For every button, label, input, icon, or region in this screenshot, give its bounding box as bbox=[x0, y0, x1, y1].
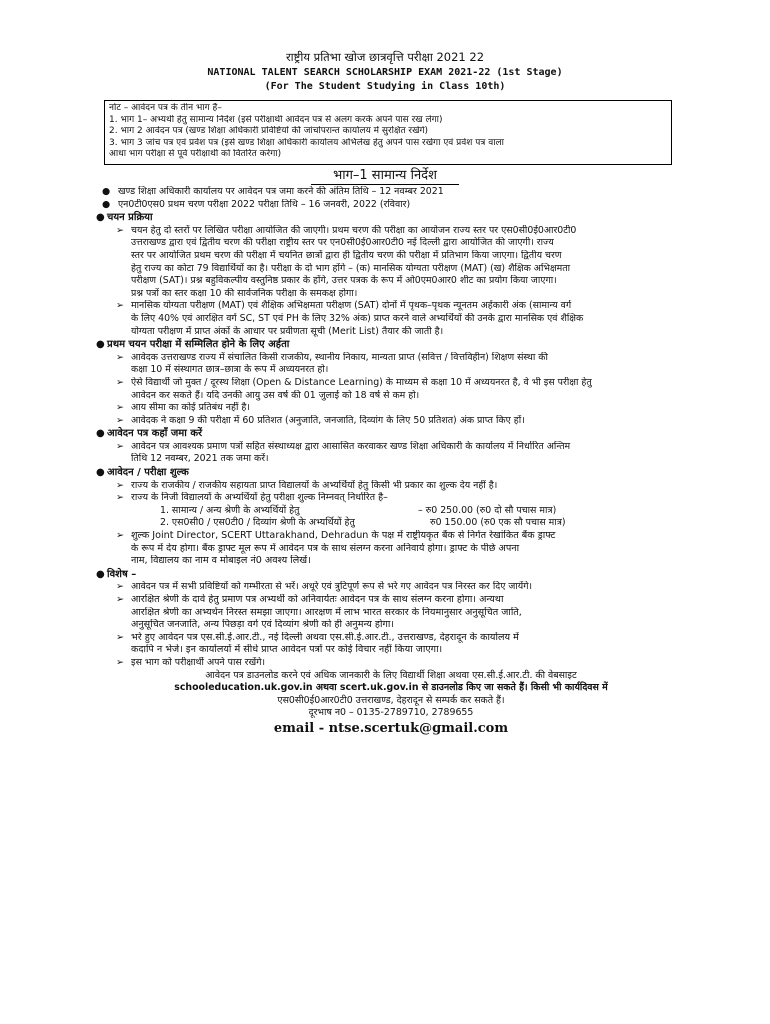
arrow-icon: ➢ bbox=[116, 530, 125, 542]
note-line: आधा भाग परीक्षा से पूर्व परीक्षार्थी को वितरित करेगा) bbox=[109, 149, 282, 159]
fee-row-general: 1. सामान्य / अन्य श्रेणी के अभ्यर्थियों हेतु – रु0 250.00 (रु0 दो सौ पचास मात्र) bbox=[160, 504, 557, 516]
where-item: ➢ आवेदन पत्र आवश्यक प्रमाण पत्रों सहित संस्थाध्यक्ष द्वारा आसासित करवाकर खण्ड शिक्षा अधिकारी के कार्यालय में निर्धारित अन्तिम bbox=[116, 440, 571, 452]
arrow-icon: ➢ bbox=[116, 492, 124, 504]
section-title: भाग–1 सामान्य निर्देश bbox=[311, 168, 459, 185]
bullet-icon: ● bbox=[96, 339, 105, 351]
selection-para-1: ➢ चयन हेतु दो स्तरों पर लिखित परीक्षा आयोजित की जाएगी। प्रथम चरण की परीक्षा का आयोजन राज्य स्तर पर एस0सी0ई0आर0टी0 bbox=[116, 224, 577, 236]
fee-item: ➢ राज्य के निजी विद्यालयों के अभ्यर्थियों हेतु परीक्षा शुल्क निम्नवत् निर्धारित है– bbox=[116, 492, 388, 504]
eligibility-item: ➢ ऐसे विद्यार्थी जो मुक्त / दूरस्थ शिक्षा (Open & Distance Learning) के माध्यम से कक्षा 10 में अध्ययनरत है, वे भी इस परीक्षा हेतु bbox=[116, 376, 592, 388]
footer-email: email - ntse.scertuk@gmail.com bbox=[273, 720, 509, 736]
arrow-icon: ➢ bbox=[116, 440, 124, 452]
arrow-icon: ➢ bbox=[116, 351, 124, 363]
footer-phone: दूरभाष न0 – 0135-2789710, 2789655 bbox=[308, 707, 474, 719]
special-item: ➢ इस भाग को परीक्षार्थी अपने पास रखेंगे। bbox=[116, 656, 266, 668]
bullet-icon: ● bbox=[96, 568, 105, 580]
arrow-icon: ➢ bbox=[116, 300, 124, 312]
arrow-icon: ➢ bbox=[116, 414, 124, 426]
heading-eligibility: ● प्रथम चयन परीक्षा में सम्मिलित होने के लिए अर्हता bbox=[96, 339, 290, 351]
subtitle: (For The Student Studying in Class 10th) bbox=[264, 81, 506, 92]
heading-where: ● आवेदन पत्र कहाँ जमा करें bbox=[96, 428, 203, 440]
bullet-icon: ● bbox=[96, 467, 105, 479]
bullet-icon: ● bbox=[96, 212, 105, 224]
date-item: ● एन0टी0एस0 प्रथम चरण परीक्षा 2022 परीक्षा तिथि – 16 जनवरी, 2022 (रविवार) bbox=[102, 198, 411, 210]
footer-line: आवेदन पत्र डाउनलोड करने एवं अधिक जानकारी के लिए विद्यार्थी शिक्षा अथवा एस.सी.ई.आर.टी. की वेबसाइट bbox=[205, 669, 577, 681]
footer-websites: schooleducation.uk.gov.in अथवा scert.uk.gov.in से डाउनलोड किए जा सकते हैं। किसी भी कार्यदिवस में bbox=[174, 682, 608, 694]
fee-draft-item: ➢ शुल्क Joint Director, SCERT Uttarakhand, Dehradun के पक्ष में राष्ट्रीयकृत बैंक से निर्गत रेखांकित बैंक ड्राफ्ट bbox=[116, 530, 556, 542]
arrow-icon: ➢ bbox=[116, 631, 125, 643]
heading-selection: ● चयन प्रक्रिया bbox=[96, 212, 153, 224]
fee-item: ➢ राज्य के राजकीय / राजकीय सहायता प्राप्त विद्यालयों के अभ्यर्थियों हेतु किसी भी प्रकार का शुल्क देय नहीं है। bbox=[116, 479, 498, 491]
title-english: NATIONAL TALENT SEARCH SCHOLARSHIP EXAM 2021-22 (1st Stage) bbox=[207, 67, 563, 78]
note-line: नोट – आवेदन पत्र के तीन भाग हैं– bbox=[109, 103, 222, 113]
arrow-icon: ➢ bbox=[116, 402, 124, 414]
instructions-body: ● खण्ड शिक्षा अधिकारी कार्यालय पर आवेदन पत्र जमा करने की अंतिम तिथि – 12 नवम्बर 2021 ● एन0टी0एस0 प्रथम चरण परीक्षा 2022 परीक्षा तिथि – 16 जनवरी, 2022 (रविवार) ● चयन प्रक्रिया ➢ चयन हेतु दो स्तरों पर लिखित परीक्षा आयोजित की जाएगी। प्रथम चरण की परीक्षा का आयोजन राज्य स्तर पर एस0सी0ई0आर0टी0 उत्तराखण्ड द्वारा एवं द्वितीय चरण की परीक्षा राष्ट्रीय स्तर पर एन0सी0ई0आर0टी0 नई दिल्ली द्वारा आयोजित की जाएगी। राज्य स्तर पर आयोजित प्रथम चरण की परीक्षा में चयनित छात्रों द्वारा ही द्वितीय चरण की परीक्षा में प्रतिभाग किया जाएगा। द्वितीय चरण हेतु राज्य का कोटा 79 विद्यार्थियों का है। परीक्षा के दो भाग होंगे – (क) मानसिक योग्यता परीक्षण (MAT) (ख) शैक्षिक अभिक्षमता परीक्षण (SAT)। प्रश्न बहुविकल्पीय वस्तुनिष्ठ प्रकार के होंगे, उत्तर पत्रक के रूप में ओ0एम0आर0 शीट का प्रयोग किया जाएगा। प्रश्न पत्रों का स्तर कक्षा 10 की सार्वजनिक परीक्षा के समकक्ष होगा। ➢ मानसिक योग्यता परीक्षण (MAT) एवं शैक्षिक अभिक्षमता परीक्षण (SAT) दोनों में पृथक–पृथक न्यूनतम अर्हकारी अंक (सामान्य वर्ग के लिए 40% एवं आरक्षित वर्ग SC, ST एवं PH के लिए 32% अंक) प्राप्त करने वाले अभ्यर्थियों की उनके द्वारा मानसिक एवं शैक्षिक योग्यता परीक्षण में प्राप्त अंकों के आधार पर प्रवीणता सूची (Merit List) तैयार की जाती है। ● प्रथम चयन परीक्षा में सम्मिलित होने के लिए अर्हता ➢ आवेदक उत्तराखण्ड राज्य में संचालित किसी राजकीय, स्थानीय निकाय, मान्यता प्राप्त (सवित्त / वित्तविहीन) शिक्षण संस्था की कक्षा 10 में संस्थागत छात्र–छात्रा के रूप में अध्ययनरत हो। ➢ ऐसे विद्यार्थी जो मुक्त / दूरस्थ शिक्षा (Open & Distance Learning) के माध्यम से कक्षा 10 में अध्ययनरत है, वे भी इस परीक्षा हेतु आवेदन कर सकते हैं। यदि उनकी आयु उस वर्ष की 01 जुलाई को 18 वर्ष से कम हो। ➢ आय सीमा का कोई प्रतिबंध नहीं है। ➢ आवेदक ने कक्षा 9 की परीक्षा में 60 प्रतिशत (अनुजाति, जनजाति, दिव्यांग के लिए 50 प्रतिशत) अंक प्राप्त किए हों। ● आवेदन पत्र कहाँ जमा करें ➢ आवेदन पत्र आवश्यक प्रमाण पत्रों सहित संस्थाध्यक्ष द्वारा आसासित करवाकर खण्ड शिक्षा अधिकारी के कार्यालय में निर्धारित अन्तिम तिथि 12 नवम्बर, 2021 तक जमा करें। ● आवेदन / परीक्षा शुल्क ➢ राज्य के राजकीय / राजकीय सहायता प्राप्त विद्यालयों के अभ्यर्थियों हेतु किसी भी प्रकार का शुल्क देय नहीं है। ➢ राज्य के निजी विद्यालयों के अभ्यर्थियों हेतु परीक्षा शुल्क निम्नवत् निर्धारित है– 1. सामान्य / अन्य श्रेणी के अभ्यर्थियों हेतु – रु0 250.00 (रु0 दो सौ पचास मात्र) 2. एस0सी0 / एस0टी0 / दिव्यांग श्रेणी के अभ्यर्थियों हेतु रु0 150.00 (रु0 एक सौ पचास मात्र) ➢ शुल्क Joint Director, SCERT Uttarakhand, Dehradun के पक्ष में राष्ट्रीयकृत बैंक से निर्गत रेखांकित बैंक ड्राफ्ट के रूप में देय होगा। बैंक ड्राफ्ट मूल रूप में आवेदन पत्र के साथ संलग्न करना अनिवार्य होगा। ड्राफ्ट के पीछे अपना नाम, विद्यालय का नाम व मोबाइल नं0 अवश्य लिखें। ● विशेष – ➢ आवेदन पत्र में सभी प्रविष्टियों को गम्भीरता से भरें। अधूरे एवं त्रुटिपूर्ण रूप से भरे गए आवेदन पत्र निरस्त कर दिए जायेंगे। ➢ आरक्षित श्रेणी के दावे हेतु प्रमाण पत्र अभ्यर्थी को अनिवार्यतः आवेदन पत्र के साथ संलग्न करना होगा। अन्यथा आरक्षित श्रेणी का अभ्यर्थन निरस्त समझा जाएगा। आरक्षण में लाभ भारत सरकार के नियमानुसार अनुसूचित जाति, अनुसूचित जनजाति, अन्य पिछड़ा वर्ग एवं दिव्यांग श्रेणी को ही अनुमन्य होगा। ➢ भरे हुए आवेदन पत्र एस.सी.ई.आर.टी., नई दिल्ली अथवा एस.सी.ई.आर.टी., उत्तराखण्ड, देहरादून के कार्यालय में कदापि न भेजे। इन कार्यालयों में सीधे प्राप्त आवेदन पत्रों पर कोई विचार नहीं किया जाएगा। ➢ इस भाग को परीक्षार्थी अपने पास रखेंगे। आवेदन पत्र डाउनलोड करने एवं अधिक जानकारी के लिए विद्यार्थी शिक्षा अथवा एस.सी.ई.आर.टी. की वेबसाइट schooleducation.uk.gov.in अथवा scert.uk.gov.in से डाउनलोड किए जा सकते हैं। किसी भी कार्यदिवस में एस0सी0ई0आर0टी0 उत्तराखण्ड, देहरादून से सम्पर्क कर सकते हैं। दूरभाष न0 – 0135-2789710, 2789655 email - ntse.scertuk@gmail.com bbox=[96, 186, 686, 736]
bullet-icon: ● bbox=[102, 186, 111, 197]
note-line: 1. भाग 1– अभ्यर्थी हेतु सामान्य निर्देश (इसे परीक्षार्थी आवेदन पत्र से अलग करके अपने पास रख लेगा) bbox=[109, 114, 443, 125]
footer-line: एस0सी0ई0आर0टी0 उत्तराखण्ड, देहरादून से सम्पर्क कर सकते हैं। bbox=[277, 694, 505, 706]
arrow-icon: ➢ bbox=[116, 224, 124, 236]
date-item: ● खण्ड शिक्षा अधिकारी कार्यालय पर आवेदन पत्र जमा करने की अंतिम तिथि – 12 नवम्बर 2021 bbox=[102, 186, 444, 197]
note-box bbox=[104, 100, 672, 165]
heading-fee: ● आवेदन / परीक्षा शुल्क bbox=[96, 467, 189, 479]
arrow-icon: ➢ bbox=[116, 479, 124, 491]
special-item: ➢ आरक्षित श्रेणी के दावे हेतु प्रमाण पत्र अभ्यर्थी को अनिवार्यतः आवेदन पत्र के साथ संलग्न करना होगा। अन्यथा bbox=[116, 594, 504, 605]
title-hindi: राष्ट्रीय प्रतिभा खोज छात्रवृत्ति परीक्षा 2021 22 bbox=[285, 50, 485, 64]
bullet-icon: ● bbox=[102, 198, 111, 210]
arrow-icon: ➢ bbox=[116, 376, 124, 388]
eligibility-item: ➢ आवेदक उत्तराखण्ड राज्य में संचालित किसी राजकीय, स्थानीय निकाय, मान्यता प्राप्त (सवित्त / वित्तविहीन) शिक्षण संस्था की bbox=[116, 351, 548, 363]
arrow-icon: ➢ bbox=[116, 581, 124, 593]
bullet-icon: ● bbox=[96, 428, 105, 440]
note-line: 2. भाग 2 आवेदन पत्र (खण्ड शिक्षा अधिकारी प्रविष्टियों की जांचोपरान्त कार्यालय में सुरक्षित रखेंगे) bbox=[109, 126, 429, 136]
arrow-icon: ➢ bbox=[116, 656, 124, 668]
special-item: ➢ भरे हुए आवेदन पत्र एस.सी.ई.आर.टी., नई दिल्ली अथवा एस.सी.ई.आर.टी., उत्तराखण्ड, देहरादून के कार्यालय में bbox=[116, 631, 519, 643]
selection-para-2: ➢ मानसिक योग्यता परीक्षण (MAT) एवं शैक्षिक अभिक्षमता परीक्षण (SAT) दोनों में पृथक–पृथक न्यूनतम अर्हकारी अंक (सामान्य वर्ग bbox=[116, 300, 572, 312]
eligibility-item: ➢ आवेदक ने कक्षा 9 की परीक्षा में 60 प्रतिशत (अनुजाति, जनजाति, दिव्यांग के लिए 50 प्रतिशत) अंक प्राप्त किए हों। bbox=[116, 414, 525, 426]
arrow-icon: ➢ bbox=[116, 594, 125, 605]
eligibility-item: ➢ आय सीमा का कोई प्रतिबंध नहीं है। bbox=[116, 402, 250, 414]
special-item: ➢ आवेदन पत्र में सभी प्रविष्टियों को गम्भीरता से भरें। अधूरे एवं त्रुटिपूर्ण रूप से भरे गए आवेदन पत्र निरस्त कर दिए जायेंगे। bbox=[116, 581, 533, 593]
note-line: 3. भाग 3 जांच पत्र एवं प्रवेश पत्र (इसे खण्ड शिक्षा अधिकारी कार्यालय अभिलेख हेतु अपने पास रखेगा एवं प्रवेश पत्र वाला bbox=[109, 137, 504, 148]
fee-row-reserved: 2. एस0सी0 / एस0टी0 / दिव्यांग श्रेणी के अभ्यर्थियों हेतु रु0 150.00 (रु0 एक सौ पचास मात्र) bbox=[160, 517, 566, 529]
heading-special: ● विशेष – bbox=[96, 568, 137, 580]
